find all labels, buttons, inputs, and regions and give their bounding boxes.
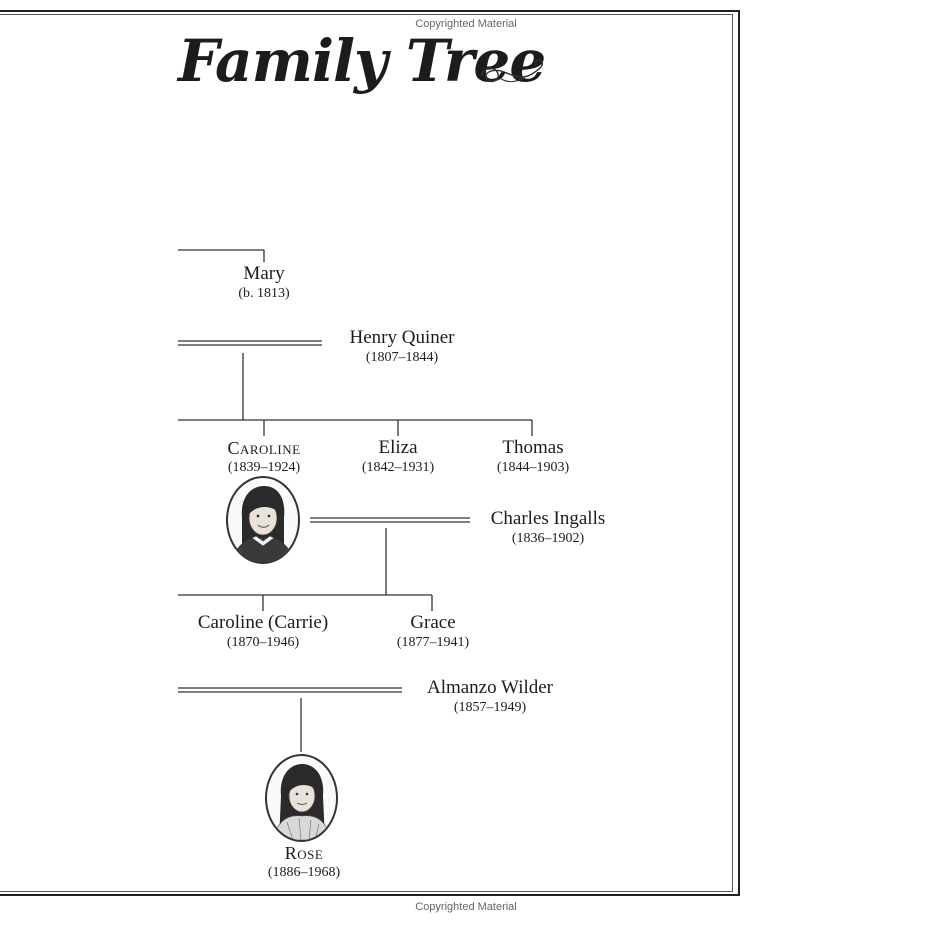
page-title: Family Tree [178,27,546,95]
person-name: Rose [284,843,324,863]
watermark-top: Copyrighted Material [415,18,517,30]
person-carrie [173,612,353,651]
person-dates: (1839–1924) [227,460,301,475]
person-henry-quiner [322,327,482,366]
person-dates: (1844–1903) [496,460,570,475]
portrait-caroline [226,476,300,564]
girl-portrait-icon [267,756,336,840]
person-name: Eliza [378,437,418,458]
person-dates: (1877–1941) [396,635,470,650]
person-name: Thomas [502,437,564,458]
watermark-bottom: Copyrighted Material [415,901,517,913]
person-dates: (1836–1902) [511,531,585,546]
person-grace [353,612,513,651]
person-mary [184,263,344,302]
person-dates: (1886–1968) [267,865,341,880]
person-charles-ingalls [468,508,628,547]
person-dates: (1842–1931) [361,460,435,475]
person-name: Mary [243,263,285,284]
person-rose [224,842,384,881]
person-dates: (1870–1946) [226,635,300,650]
girl-portrait-icon [228,478,298,562]
person-dates: (1857–1949) [453,700,527,715]
person-name: Caroline [227,438,301,458]
person-name: Henry Quiner [349,327,455,348]
portrait-rose [265,754,338,842]
person-almanzo-wilder [400,677,580,716]
person-name: Caroline (Carrie) [197,612,329,633]
person-dates: (1807–1844) [365,350,439,365]
person-dates: (b. 1813) [238,286,290,301]
person-name: Almanzo Wilder [426,677,554,698]
person-name: Charles Ingalls [490,508,606,529]
person-name: Grace [410,612,456,633]
person-thomas [453,437,613,476]
